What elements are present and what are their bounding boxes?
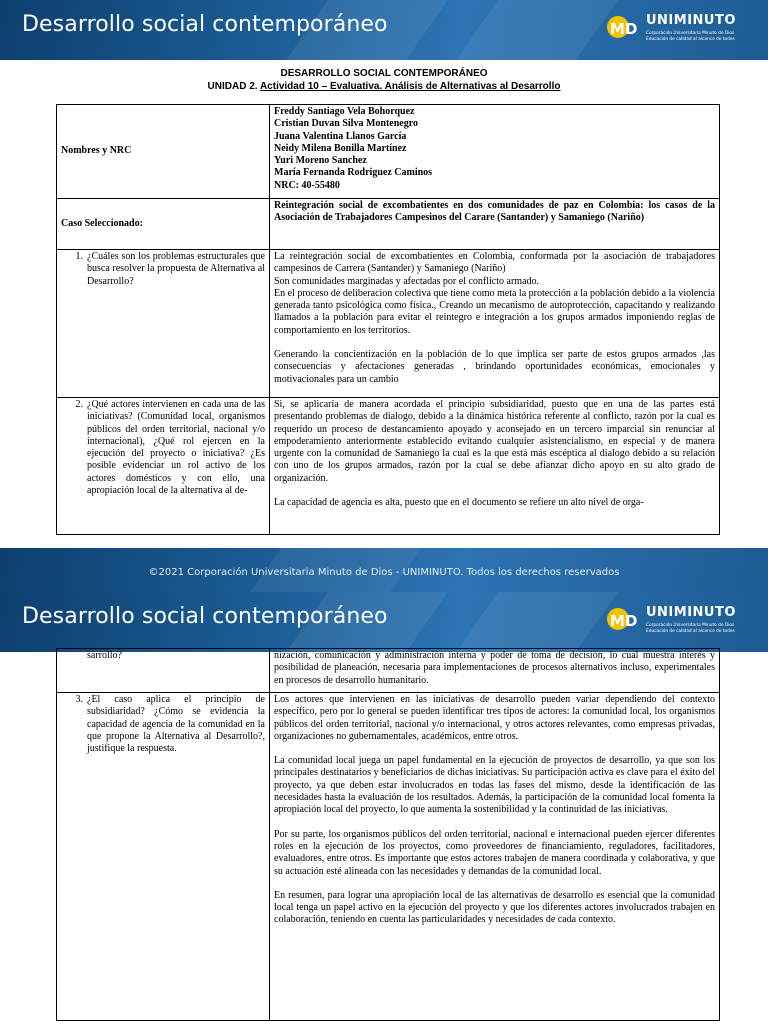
page1-footer [0,548,768,598]
answer-paragraph: Los actores que intervienen en las iniciativas de desarrollo pueden variar dependiendo del contexto específico, pero por lo general se pueden identificar tres tipos de actores: la comunidad local, los organismos públicos del orden territorial, nacional y/o internacional, y otros actores relevantes, como empresas privadas, organizaciones no gubernamentales, académicos, entre otros. [274,694,715,742]
copyright-text: ©2021 Corporación Universitaria Minuto de Dios - UNIMINUTO. Todos los derechos reservados [148,567,620,578]
logo-name: UNIMINUTO [646,605,736,620]
name-item: Yuri Moreno Sanchez [274,155,367,167]
case-label: Caso Seleccionado: [57,199,270,250]
question-text: ¿El caso aplica el principio de subsidiaridad? ¿Cómo se evidencia la capacidad de agencia de la comunidad en la que propone la Alternativa al Desarrollo?, justifique la respuesta. [87,694,265,755]
page2-banner [0,592,768,652]
table-row [57,649,720,693]
answer-paragraph: Por su parte, los organismos públicos del orden territorial, nacional e internacional pueden ejercer diferentes roles en la ejecución de los proyectos, como proveedores de financiamiento, reguladores, facilitadores, evaluadores, entre otros. Es importante que estos actores trabajen de manera coordinada y colaborativa, y que su actuación esté alineada con las necesidades y demandas de la comunidad local. [274,828,715,877]
name-item: María Fernanda Rodriguez Caminos [274,167,433,179]
svg-text:M: M [610,20,625,38]
name-item: Juana Valentina Llanos García [274,130,407,142]
answer-paragraph: La capacidad de agencia es alta, puesto que en el documento se refiere un alto nivel de orga- [274,497,644,509]
svg-text:D: D [625,20,638,38]
logo-mark-icon [606,13,642,45]
table-row [57,693,720,1021]
uniminuto-logo [606,603,754,641]
logo-name: UNIMINUTO [646,13,736,28]
subtitle-activity: Actividad 10 – Evaluativa. Análisis de Alternativas al Desarrollo [259,81,561,92]
name-item: Freddy Santiago Vela Bohorquez [274,106,415,117]
subtitle-unit: UNIDAD 2. [207,81,260,92]
document-header [0,67,768,93]
analysis-table-page2 [56,648,720,1021]
names-list [270,105,720,199]
answer-paragraph: Si, se aplicaría de manera acordada el principio subsidiaridad, puesto que en una de las partes está presentando problemas de dialogo, debido a la dinámica histórica referente al conflicto, razón por la cual es requerido un proceso de destancamiento apoyado y aconsejado en un tercero imparcial sin renunciar al empoderamiento anteriormente establecido evitando cualquier asistencialismo, en especial y de manera urgente con la comunidad de Samaniego la cual es la que está más escéptica al dialogo debido a su relación con uno de los grupos armados, razón por la cual se debe afianzar dicho apoyo en su alto grado de organización. [274,399,715,484]
question-1 [57,250,270,398]
banner-title: Desarrollo social contemporáneo [22,12,388,37]
answer-2 [270,398,720,535]
logo-subtitle: Corporación Universitaria Minuto de Dios [646,623,735,628]
question-number: 3. [75,694,83,705]
svg-text:D: D [625,612,638,630]
answer-3 [270,693,720,1021]
names-label: Nombres y NRC [57,105,270,199]
nrc-code: NRC: 40-55480 [274,179,340,191]
logo-subtitle: Corporación Universitaria Minuto de Dios [646,31,735,36]
svg-text:M: M [610,612,625,630]
table-row [57,398,720,535]
answer-paragraph: En resumen, para lograr una apropiación local de las alternativas de desarrollo es esencial que la comunidad local tenga un papel activo en la ejecución del proyecto y que los diferentes actores involucrados trabajen en colaboración, teniendo en cuenta las particularidades y necesidades de cada contexto. [274,889,715,926]
table-row [57,105,720,199]
name-item: Neidy Milena Bonilla Martínez [274,142,407,154]
answer-paragraph: Son comunidades marginadas y afectadas por el conflicto armado. [274,275,540,287]
page1-banner [0,0,768,60]
logo-tagline: Educación de calidad al alcance de todos [646,629,735,634]
document-subtitle [0,80,768,93]
logo-tagline: Educación de calidad al alcance de todos [646,37,735,42]
analysis-table-page1 [56,104,720,535]
case-text: Reintegración social de excombatientes en dos comunidades de paz en Colombia: los casos de la Asociación de Trabajadores Campesinos del Carare (Santander) y Samaniego (Nariño) [270,199,720,250]
table-row [57,250,720,398]
question-text: ¿Cuáles son los problemas estructurales que busca resolver la propuesta de Alternativa al Desarrollo? [87,251,265,287]
question-3 [57,693,270,1021]
answer-paragraph: Generando la concientización en la población de lo que implica ser parte de estos grupos armados ,las consecuencias y afectaciones generadas , brindando oportunidades económicas, emocionales y motivacionales para un cambio [274,349,715,385]
answer-paragraph: La reintegración social de excombatientes en Colombia, conformada por la asociación de trabajadores campesinos de Carrera (Santander) y Samaniego (Nariño) [274,251,715,275]
question-text: ¿Qué actores intervienen en cada una de las iniciativas? (Comunidad local, organismos públicos del orden territorial, nacional y/o internacional), ¿Qué rol ejercen en la ejecución del proyecto o iniciativa? ¿Es posible evidenciar un rol activo de los actores domésticos y con ello, una apropiación local de la alternativa al de- [87,399,265,497]
question-2 [57,398,270,535]
name-item: Cristian Duvan Silva Montenegro [274,118,418,130]
table-row [57,199,720,250]
answer-1 [270,250,720,398]
question-number: 2. [75,399,83,410]
answer-paragraph: La comunidad local juega un papel fundamental en la ejecución de proyectos de desarrollo, ya que son los principales destinatarios y beneficiarios de dichas iniciativas. Su participación activa es clave para el éxito del proyecto, ya que deben estar involucrados en todas las fases del mismo, desde la identificación de las necesidades hasta la evaluación de los resultados. Además, la participación de la comunidad local fomenta la apropiación local del proyecto, lo que aumenta la sostenibilidad y la continuidad de las iniciativas. [274,755,715,816]
answer-paragraph: En el proceso de deliberacion colectiva que tiene como meta la protección a la población debido a la violencia generada tanto psicológica como física., Creando un mecanismo de autoprotección, capacitando y realizando llamados a la población para evitar el reintegro e integración a los grupos armados imponiendo reglas de comportamiento en los territorios. [274,287,715,336]
uniminuto-logo [606,11,754,49]
question-number: 1. [75,251,83,262]
answer-2-continued: nización, comunicación y administración interna y poder de toma de decisión, lo cual muestra interés y posibilidad de planeación, necesaria para implementaciones de procesos alternativos incluso, experimentales en procesos de desarrollo humanitario. [270,649,720,693]
banner-title: Desarrollo social contemporáneo [22,604,388,629]
logo-mark-icon [606,605,642,637]
question-text: sarrollo? [87,650,122,661]
question-2-continued [57,649,270,693]
document-title: DESARROLLO SOCIAL CONTEMPORÁNEO [280,68,488,79]
